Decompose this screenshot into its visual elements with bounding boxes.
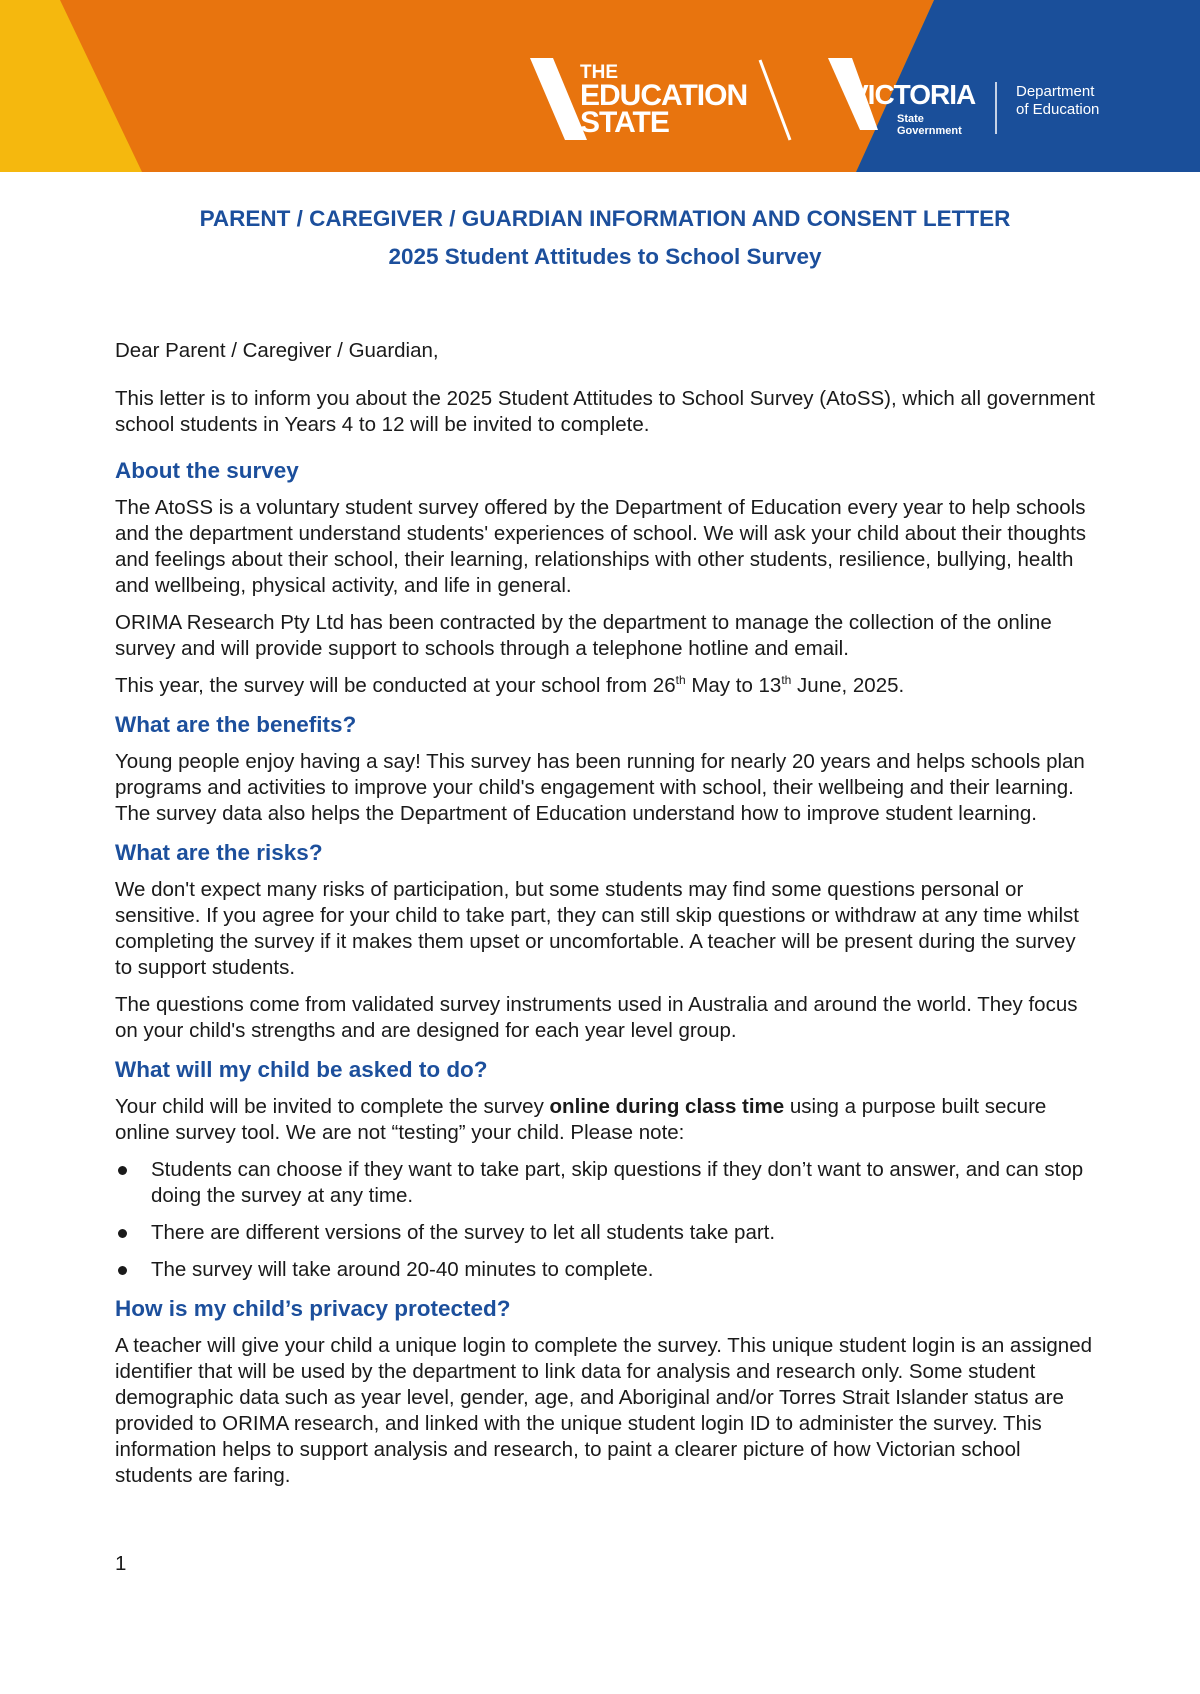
bullet-text: Students can choose if they want to take part, skip questions if they don’t want to answer, and can stop doing the survey at any time. bbox=[151, 1158, 1084, 1207]
about-paragraph-1: The AtoSS is a voluntary student survey offered by the Department of Education every year to help schools and the department understand students' experiences of school. We will ask your child about their thoughts and feelings about their school, their learning, relationships with other students, resilience, bullying, health and wellbeing, physical activity, and life in general. bbox=[115, 496, 1087, 597]
page-number: 1 bbox=[115, 1552, 127, 1575]
letter-subtitle: 2025 Student Attitudes to School Survey bbox=[388, 244, 822, 269]
letter-title: PARENT / CAREGIVER / GUARDIAN INFORMATION AND CONSENT LETTER bbox=[199, 206, 1011, 231]
ordinal-suffix-1: th bbox=[675, 673, 686, 688]
letter-body bbox=[115, 200, 1095, 1500]
about-paragraph-3 bbox=[115, 673, 1095, 699]
privacy-paragraph: A teacher will give your child a unique login to complete the survey. This unique student login is an assigned identifier that will be used by the department to link data for analysis and research only. Some student demographic data such as year level, gender, age, and Aboriginal and/or Torres Strait Islander status are provided to ORIMA research, and linked with the unique student login ID to administer the survey. This information helps to support analysis and research, to paint a clearer picture of how Victorian school students are faring. bbox=[115, 1334, 1092, 1487]
dates-text-mid: May to 13 bbox=[685, 674, 782, 697]
department-label-2: of Education bbox=[1016, 101, 1100, 118]
risks-heading: What are the risks? bbox=[115, 840, 323, 865]
list-item bbox=[115, 1157, 1095, 1209]
list-item bbox=[115, 1257, 1095, 1283]
bullet-icon bbox=[118, 1229, 127, 1238]
about-heading: About the survey bbox=[115, 458, 299, 483]
dates-text-start: This year, the survey will be conducted at your school from 26 bbox=[115, 674, 676, 697]
asked-heading: What will my child be asked to do? bbox=[115, 1057, 488, 1082]
bullet-icon bbox=[118, 1266, 127, 1275]
greeting: Dear Parent / Caregiver / Guardian, bbox=[115, 339, 439, 362]
education-state-state: STATE bbox=[580, 106, 669, 139]
benefits-paragraph: Young people enjoy having a say! This survey has been running for nearly 20 years and helps schools plan programs and activities to improve your child's engagement with school, their wellbeing and their learning. The survey data also helps the Department of Education understand how to improve student learning. bbox=[115, 750, 1085, 825]
education-state-education: EDUCATION bbox=[580, 79, 748, 112]
asked-bullet-list bbox=[115, 1157, 1095, 1283]
privacy-heading: How is my child’s privacy protected? bbox=[115, 1296, 511, 1321]
about-paragraph-2: ORIMA Research Pty Ltd has been contracted by the department to manage the collection of the online survey and will provide support to schools through a telephone hotline and email. bbox=[115, 611, 1052, 660]
asked-text-bold: online during class time bbox=[549, 1095, 785, 1118]
asked-paragraph bbox=[115, 1094, 1095, 1146]
bullet-text: There are different versions of the survey to let all students take part. bbox=[151, 1221, 776, 1244]
victoria-wordmark: VICTORIA bbox=[850, 79, 976, 110]
victoria-government-label: Government bbox=[897, 125, 962, 137]
bullet-text: The survey will take around 20-40 minutes to complete. bbox=[151, 1258, 654, 1281]
header-banner bbox=[0, 0, 1200, 172]
risks-paragraph-2: The questions come from validated survey instruments used in Australia and around the world. They focus on your child's strengths and are designed for each year level group. bbox=[115, 993, 1078, 1042]
bullet-icon bbox=[118, 1166, 127, 1175]
department-label-1: Department bbox=[1016, 83, 1095, 100]
benefits-heading: What are the benefits? bbox=[115, 712, 357, 737]
banner-orange-band bbox=[60, 0, 934, 172]
ordinal-suffix-2: th bbox=[781, 673, 792, 688]
list-item bbox=[115, 1220, 1095, 1246]
asked-text-start: Your child will be invited to complete the survey bbox=[115, 1095, 550, 1118]
education-state-the: THE bbox=[580, 62, 618, 83]
victoria-state-label: State bbox=[897, 113, 924, 125]
asked-text-end: using a purpose built secure online survey tool. We are not “testing” your child. Please note: bbox=[115, 1095, 1047, 1144]
intro-paragraph: This letter is to inform you about the 2025 Student Attitudes to School Survey (AtoSS), which all government school students in Years 4 to 12 will be invited to complete. bbox=[115, 387, 1095, 436]
dates-text-end: June, 2025. bbox=[791, 674, 905, 697]
risks-paragraph-1: We don't expect many risks of participation, but some students may find some questions personal or sensitive. If you agree for your child to take part, they can still skip questions or withdraw at any time whilst completing the survey if it makes them upset or uncomfortable. A teacher will be present during the survey to support students. bbox=[115, 878, 1079, 979]
